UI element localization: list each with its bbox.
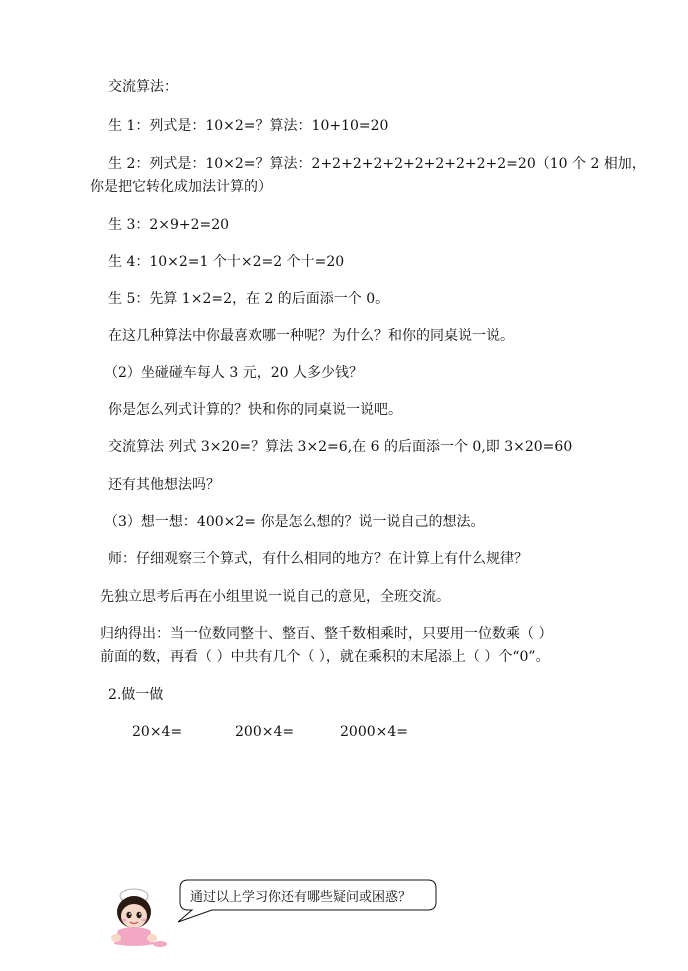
exercise-item: 200×4= (235, 724, 295, 740)
how-to-calculate-prompt: 你是怎么列式计算的？快和你的同桌说一说吧。 (108, 402, 402, 418)
think-independently-prompt: 先独立思考后再在小组里说一说自己的意见，全班交流。 (100, 589, 450, 605)
teacher-observe-prompt: 师：仔细观察三个算式，有什么相同的地方？在计算上有什么规律？ (108, 551, 528, 567)
favorite-method-question: 在这几种算法中你最喜欢哪一种呢？为什么？和你的同桌说一说。 (108, 328, 514, 344)
speech-bubble-text: 通过以上学习你还有哪些疑问或困惑？ (190, 890, 412, 905)
summary-rule-line-1: 归纳得出：当一位数同整十、整百、整千数相乘时，只要用一位数乘（ ） (100, 626, 553, 642)
bumper-car-problem: （2）坐碰碰车每人 3 元，20 人多少钱？ (104, 365, 363, 381)
exercise-item: 2000×4= (340, 724, 408, 740)
student-5-method: 生 5：先算 1×2=2，在 2 的后面添一个 0。 (108, 291, 390, 307)
student-3-method: 生 3：2×9+2=20 (108, 217, 230, 233)
student-2-method-continued: 你是把它转化成加法计算的） (90, 179, 272, 195)
exchange-methods-heading: 交流算法： (108, 79, 178, 95)
exercise-item: 20×4= (132, 724, 183, 740)
exchange-methods-bumper-car: 交流算法 列式 3×20=？算法 3×2=6,在 6 的后面添一个 0,即 3×20=60 (108, 439, 573, 455)
student-2-method: 生 2：列式是：10×2=？算法：2+2+2+2+2+2+2+2+2+2=20（10 个 2 相加， (108, 156, 646, 172)
summary-rule-line-2: 前面的数，再看（ ）中共有几个（ ），就在乘积的末尾添上（ ）个“0”。 (100, 649, 550, 665)
student-1-method: 生 1：列式是：10×2=？算法：10+10=20 (108, 118, 389, 134)
cartoon-child-illustration (104, 886, 170, 950)
practice-heading: 2.做一做 (108, 687, 164, 703)
other-ideas-question: 还有其他想法吗？ (108, 477, 220, 493)
student-4-method: 生 4：10×2=1 个十×2=2 个十=20 (108, 254, 345, 270)
think-about-it-problem: （3）想一想：400×2= 你是怎么想的？说一说自己的想法。 (104, 514, 485, 530)
